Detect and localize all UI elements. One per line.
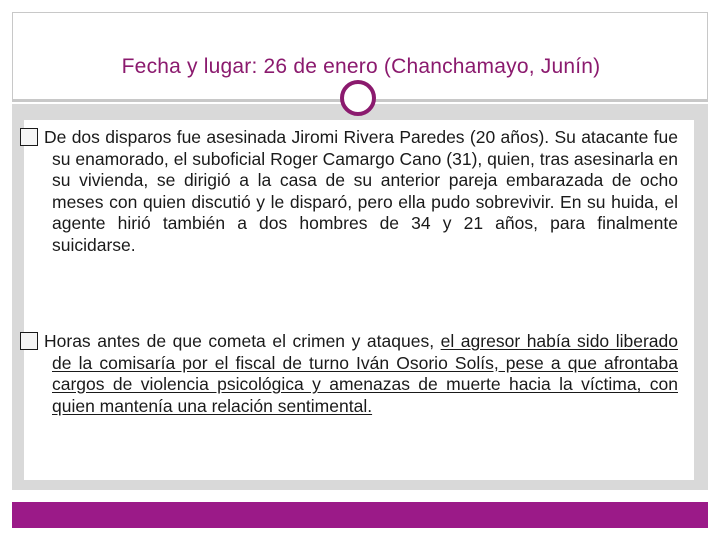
checkbox-square-icon xyxy=(20,128,38,146)
ring-icon xyxy=(340,80,376,116)
slide-title: Fecha y lugar: 26 de enero (Chanchamayo, Junín) xyxy=(121,55,601,78)
footer-bar xyxy=(12,502,708,528)
bullet-item xyxy=(20,127,678,256)
bullet-text-underlined: el agresor había sido liberado de la comisaría por el fiscal de turno Iván Osorio Solís, pese a que afrontaba cargos de violencia psicológica y amenazas de muerte hacia la víctima, con quien mantenía una relación sentimental. xyxy=(52,331,678,416)
bullet-item xyxy=(20,331,678,417)
bullet-text: De dos disparos fue asesinada Jiromi Rivera Paredes (20 años). Su atacante fue su enamorado, el suboficial Roger Camargo Cano (31), quien, tras asesinarla en su vivienda, se dirigió a la casa de su anterior pareja embarazada de ocho meses con quien discutió y le disparó, pero ella pudo sobrevivir. En su huida, el agente hirió también a dos hombres de 34 y 21 años, para finalmente suicidarse. xyxy=(44,127,678,255)
bullet-text: Horas antes de que cometa el crimen y ataques, xyxy=(44,331,441,351)
checkbox-square-icon xyxy=(20,332,38,350)
